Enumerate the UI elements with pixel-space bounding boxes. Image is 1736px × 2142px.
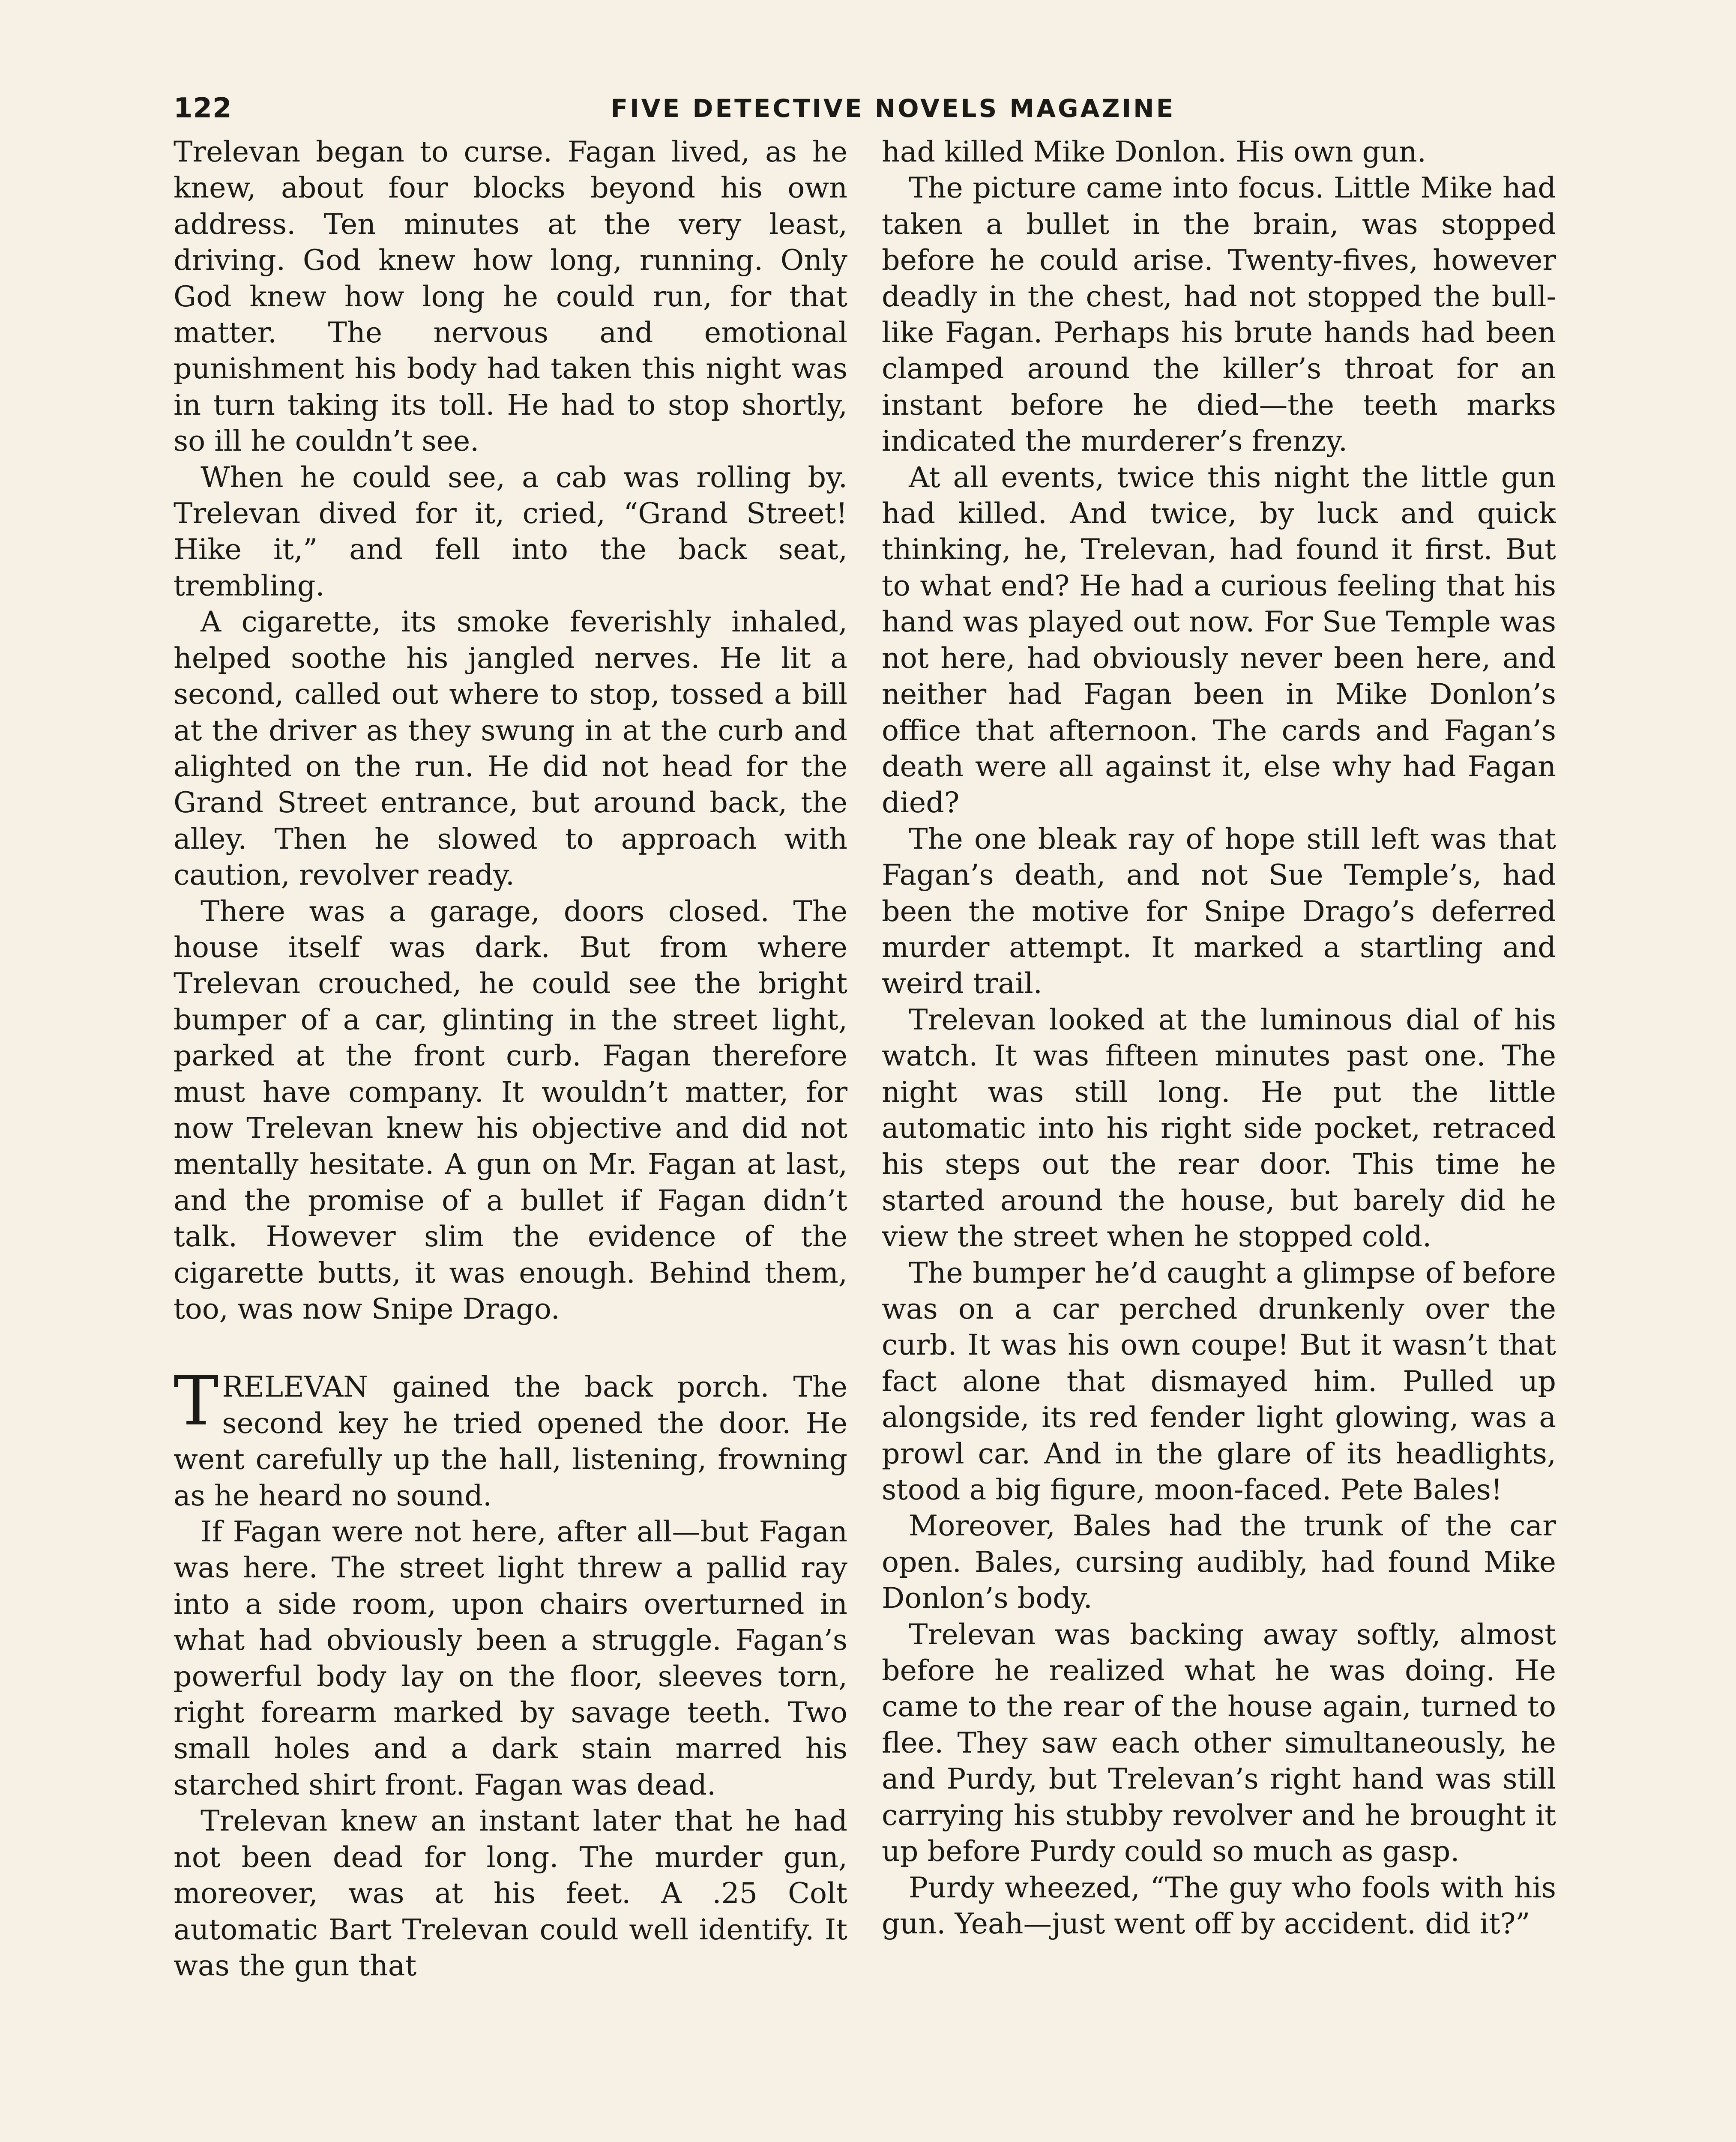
paragraph: Trelevan looked at the luminous dial of his watch. It was fifteen minutes past one. The night was still long. He put the little automatic into his right side pocket, retraced his steps out the rear door. This time he started around the house, but barely did he view the street when he stopped cold. <box>882 1002 1556 1253</box>
paragraph: Moreover, Bales had the trunk of the car open. Bales, cursing audibly, had found Mike Donlon’s body. <box>882 1509 1556 1615</box>
left-column <box>174 134 847 2142</box>
paragraph: Purdy wheezed, “The guy who fools with his gun. Yeah—just went off by accident. did it?” <box>882 1870 1556 1940</box>
paragraph: A cigarette, its smoke feverishly inhaled, helped soothe his jangled nerves. He lit a second, called out where to stop, tossed a bill at the driver as they swung in at the curb and alighted on the run. He did not head for the Grand Street entrance, but around back, the alley. Then he slowed to approach with caution, revolver ready. <box>174 605 847 892</box>
paragraph: Trelevan was backing away softly, almost before he realized what he was doing. He came to the rear of the house again, turned to flee. They saw each other simultaneously, he and Purdy, but Trelevan’s right hand was still carrying his stubby revolver and he brought it up before Purdy could so much as gasp. <box>882 1617 1556 1868</box>
section-start-text: RELEVAN gained the back porch. The second key he tried opened the door. He went carefully up the hall, listening, frowning as he heard no sound. <box>174 1370 847 1512</box>
paragraph: If Fagan were not here, after all—but Fagan was here. The street light threw a pallid ray into a side room, upon chairs overturned in what had obviously been a struggle. Fagan’s powerful body lay on the floor, sleeves torn, right forearm marked by savage teeth. Two small holes and a dark stain marred his starched shirt front. Fagan was dead. <box>174 1515 847 1801</box>
paragraph: The one bleak ray of hope still left was that Fagan’s death, and not Sue Temple’s, had been the motive for Snipe Drago’s deferred murder attempt. It marked a startling and weird trail. <box>882 822 1556 1000</box>
section-start-paragraph <box>174 1362 847 1514</box>
paragraph: Trelevan began to curse. Fagan lived, as he knew, about four blocks beyond his own address. Ten minutes at the very least, driving. God knew how long, running. Only God knew how long he could run, for that matter. The nervous and emotional punishment his body had taken this night was in turn taking its toll. He had to stop shortly, so ill he couldn’t see. <box>174 135 847 458</box>
magazine-title: FIVE DETECTIVE NOVELS MAGAZINE <box>611 94 1176 123</box>
page-number: 122 <box>174 93 232 124</box>
paragraph: Trelevan knew an instant later that he had not been dead for long. The murder gun, moreover, was at his feet. A .25 Colt automatic Bart Trelevan could well identify. It was the gun that <box>174 1804 847 1982</box>
drop-cap: T <box>174 1362 219 1441</box>
paragraph: The bumper he’d caught a glimpse of before was on a car perched drunkenly over the curb. It was his own coupe! But it wasn’t that fact alone that dismayed him. Pulled up alongside, its red fender light glowing, was a prowl car. And in the glare of its headlights, stood a big figure, moon-faced. Pete Bales! <box>882 1256 1556 1507</box>
paragraph: When he could see, a cab was rolling by. Trelevan dived for it, cried, “Grand Street! Hike it,” and fell into the back seat, trembling. <box>174 460 847 602</box>
right-column <box>882 134 1556 2142</box>
paragraph: There was a garage, doors closed. The house itself was dark. But from where Trelevan crouched, he could see the bright bumper of a car, glinting in the street light, parked at the front curb. Fagan therefore must have company. It wouldn’t matter, for now Trelevan knew his objective and did not mentally hesitate. A gun on Mr. Fagan at last, and the promise of a bullet if Fagan didn’t talk. However slim the evidence of the cigarette butts, it was enough. Behind them, too, was now Snipe Drago. <box>174 894 847 1325</box>
paragraph: At all events, twice this night the little gun had killed. And twice, by luck and quick thinking, he, Trelevan, had found it first. But to what end? He had a curious feeling that his hand was played out now. For Sue Temple was not here, had obviously never been here, and neither had Fagan been in Mike Donlon’s office that afternoon. The cards and Fagan’s death were all against it, else why had Fagan died? <box>882 460 1556 820</box>
paragraph: The picture came into focus. Little Mike had taken a bullet in the brain, was stopped before he could arise. Twenty-fives, however deadly in the chest, had not stopped the bull-like Fagan. Perhaps his brute hands had been clamped around the killer’s throat for an instant before he died—the teeth marks indicated the murderer’s frenzy. <box>882 171 1556 458</box>
page-header <box>174 89 1556 128</box>
continuation-line: had killed Mike Donlon. His own gun. <box>882 135 1426 168</box>
